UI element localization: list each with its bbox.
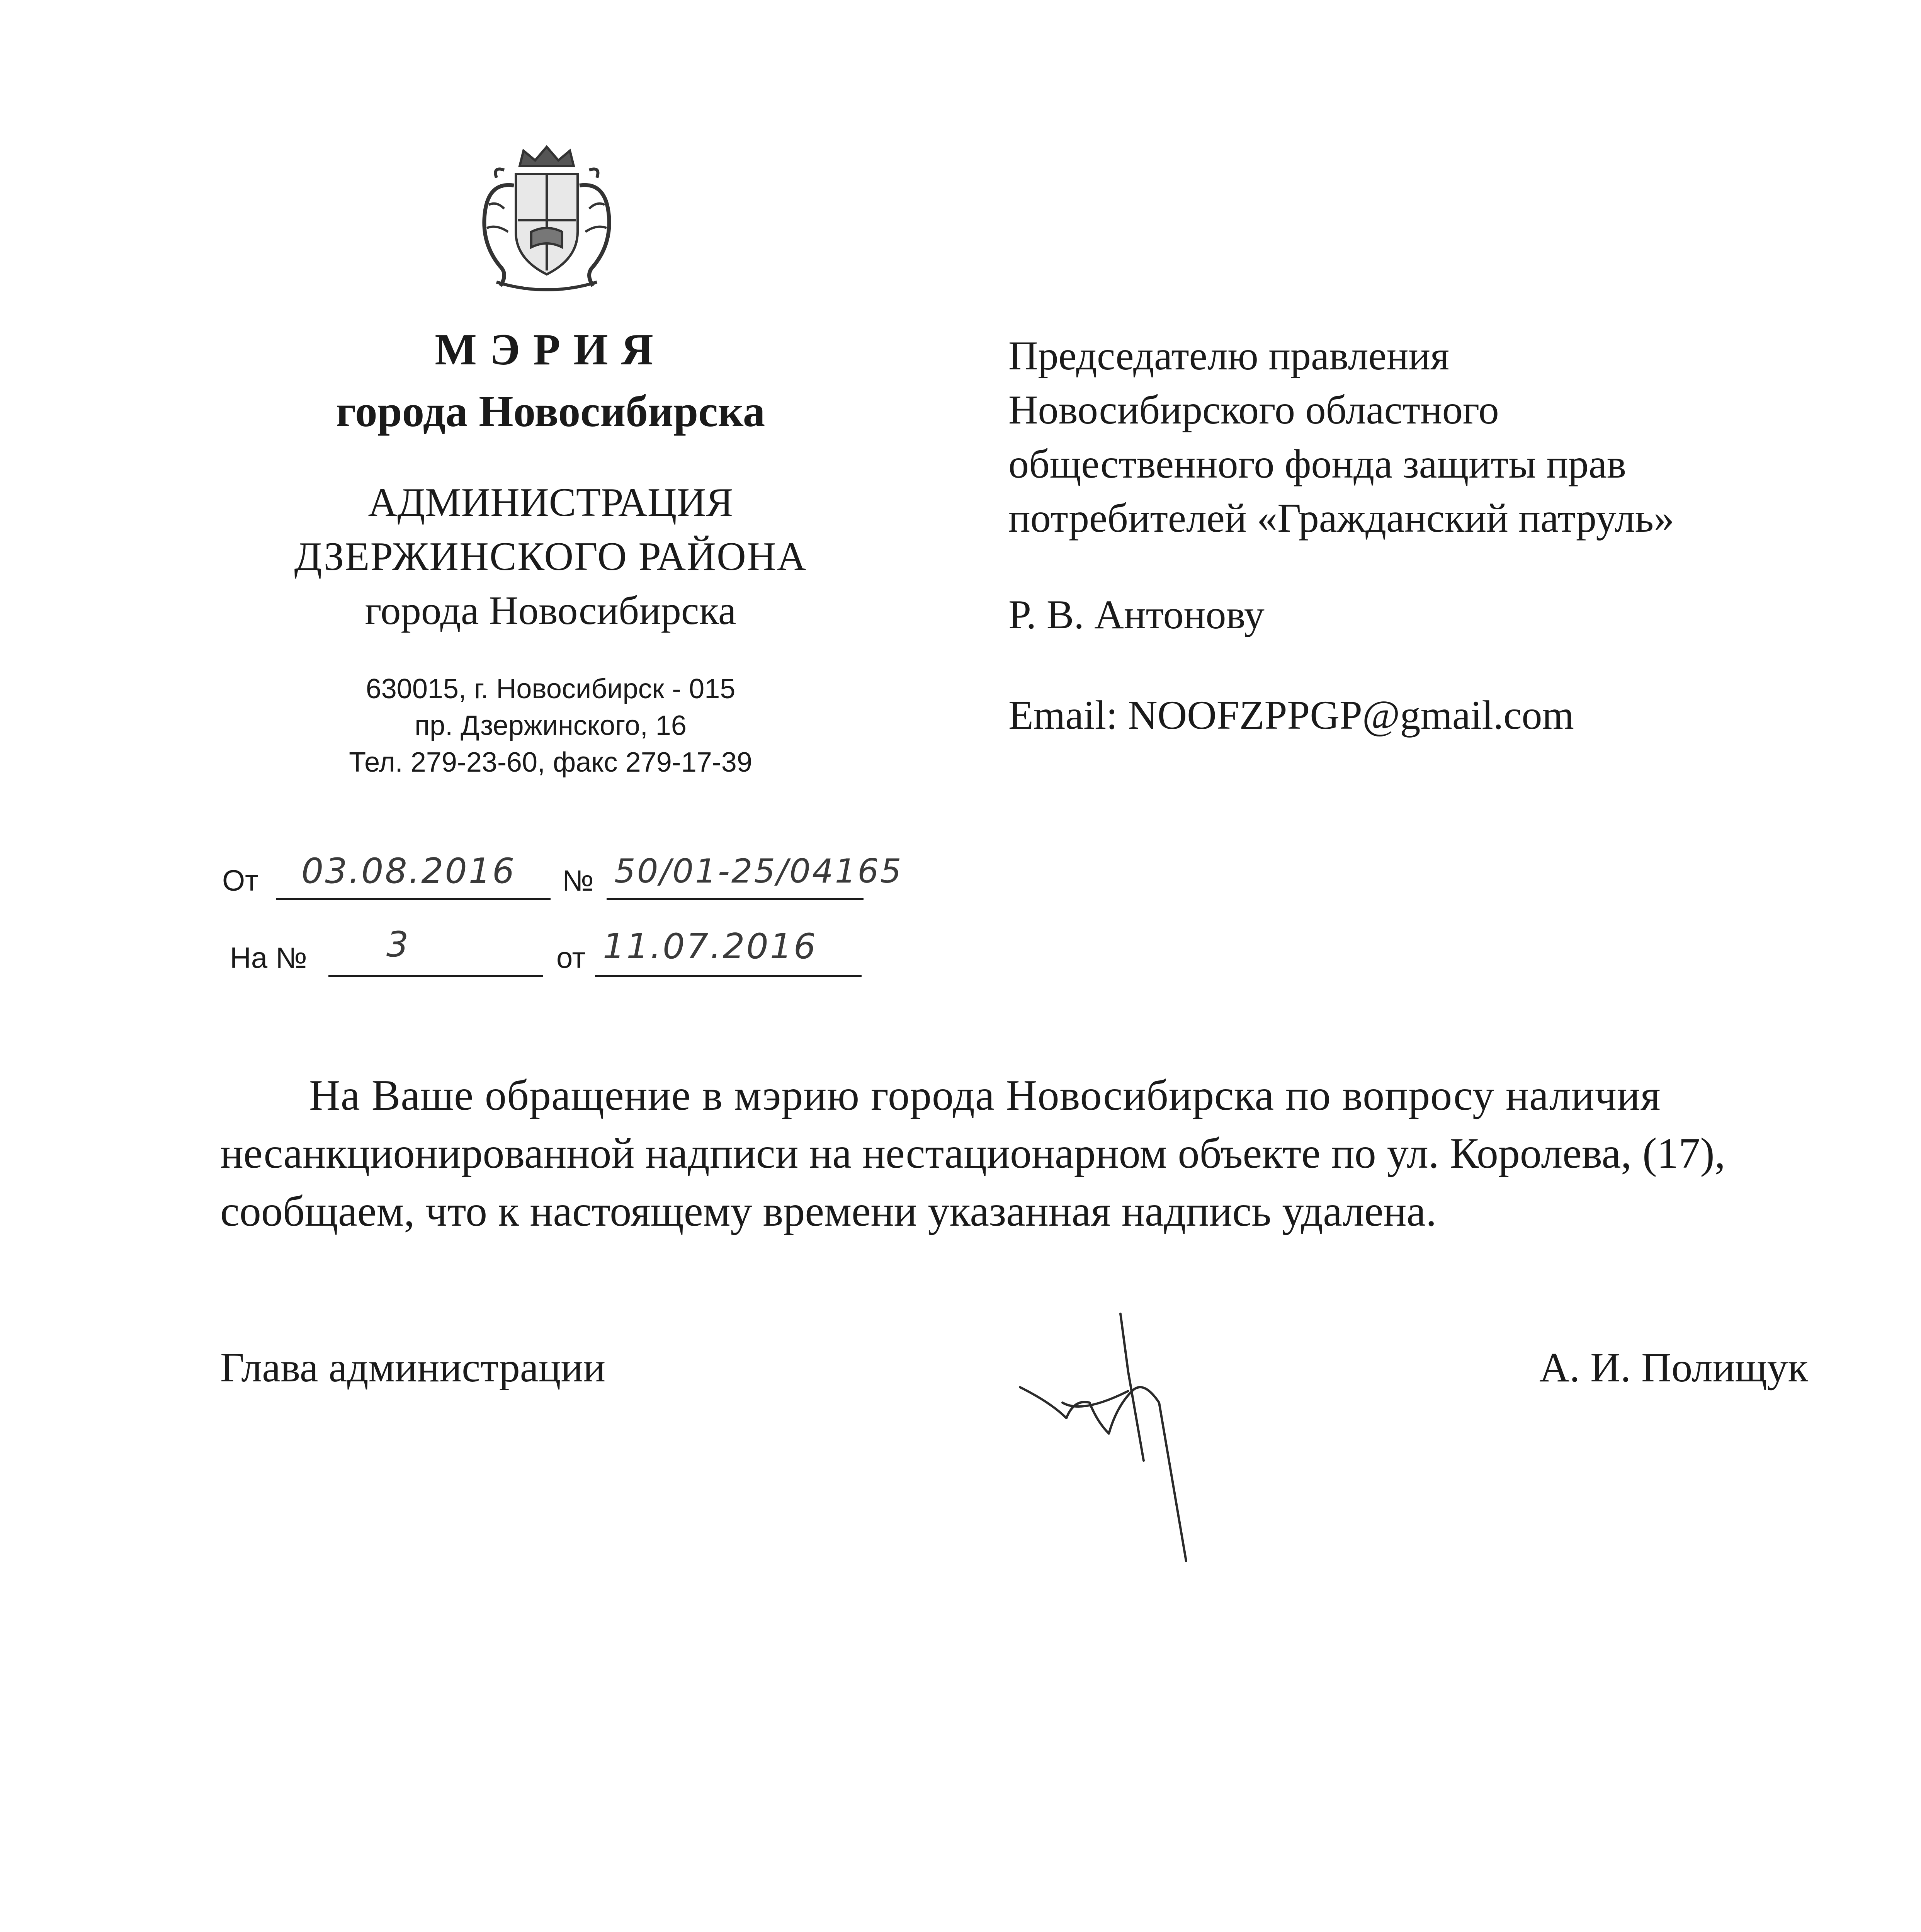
admin-line-2: ДЗЕРЖИНСКОГО РАЙОНА bbox=[294, 534, 807, 579]
body-line-3: сообщаем, что к настоящему времени указанная надпись удалена. bbox=[220, 1187, 1437, 1235]
ref-number-label: На № bbox=[230, 942, 307, 975]
signatory-title: Глава администрации bbox=[220, 1345, 606, 1391]
ref-date: 11.07.2016 bbox=[603, 926, 818, 967]
recipient-line-4: потребителей «Гражданский патруль» bbox=[1008, 495, 1674, 541]
admin-line-1: АДМИНИСТРАЦИЯ bbox=[368, 480, 733, 525]
coat-of-arms-icon bbox=[473, 143, 620, 298]
ref-number-underline bbox=[328, 935, 543, 977]
body-line-1: На Ваше обращение в мэрию города Новосибирска по вопросу наличия bbox=[309, 1071, 1661, 1119]
reg-number: 50/01-25/04165 bbox=[614, 852, 903, 891]
address-line-3: Тел. 279-23-60, факс 279-17-39 bbox=[349, 747, 752, 778]
ref-date-label: от bbox=[556, 942, 586, 975]
recipient-email: Email: NOOFZPPGP@gmail.com bbox=[1008, 692, 1574, 738]
signatory-name: А. И. Полищук bbox=[1539, 1345, 1808, 1391]
org-title: МЭРИЯ bbox=[435, 325, 666, 374]
recipient-line-1: Председателю правления bbox=[1008, 333, 1449, 378]
handwritten-signature-icon bbox=[1005, 1306, 1275, 1577]
org-city: города Новосибирска bbox=[336, 387, 765, 436]
address-line-2: пр. Дзержинского, 16 bbox=[415, 710, 687, 741]
letter-body bbox=[220, 1066, 1808, 1240]
ref-number: 3 bbox=[386, 924, 410, 965]
body-line-2: несанкционированной надписи на нестационарном объекте по ул. Королева, (17), bbox=[220, 1129, 1726, 1177]
reg-from-label: От bbox=[222, 864, 258, 897]
address-line-1: 630015, г. Новосибирск - 015 bbox=[366, 673, 736, 704]
reg-from-date: 03.08.2016 bbox=[301, 851, 516, 891]
recipient-name: Р. В. Антонову bbox=[1008, 592, 1265, 637]
reg-number-label: № bbox=[562, 864, 594, 897]
admin-line-3: города Новосибирска bbox=[365, 588, 736, 633]
recipient-line-2: Новосибирского областного bbox=[1008, 387, 1499, 432]
recipient-line-3: общественного фонда защиты прав bbox=[1008, 441, 1626, 486]
